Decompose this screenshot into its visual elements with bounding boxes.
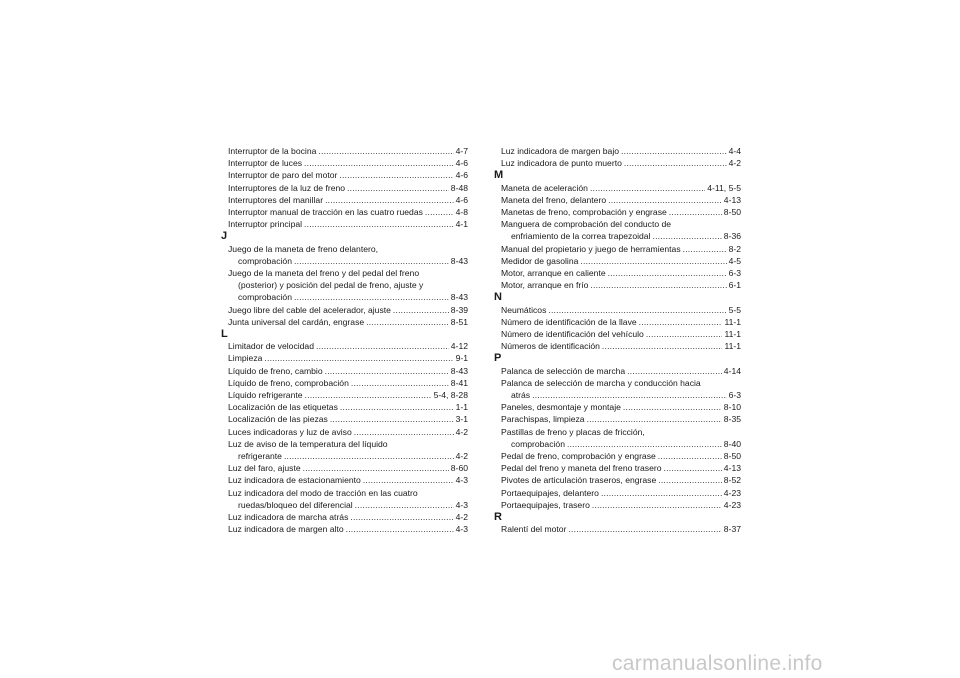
index-entry-page: 8-51 [450, 316, 468, 327]
index-entry-text: Maneta de aceleración [501, 182, 588, 193]
index-entry-page: 11-1 [724, 316, 741, 327]
dot-leader [303, 462, 449, 474]
dot-leader [363, 474, 454, 486]
index-entry [501, 499, 741, 511]
index-entry-page: 8-41 [450, 377, 468, 388]
index-entry [228, 413, 468, 425]
index-entry [501, 523, 741, 535]
index-entry-page: 5-4, 8-28 [433, 390, 468, 401]
index-section-letter: N [494, 291, 502, 304]
index-entry [501, 340, 741, 352]
dot-leader [318, 145, 453, 157]
index-entry-page: 4-23 [723, 499, 741, 510]
index-entry-page: 4-2 [455, 451, 468, 462]
dot-leader [568, 523, 721, 535]
index-entry [228, 206, 468, 218]
dot-leader [587, 413, 722, 425]
index-entry [501, 413, 741, 425]
index-entry-text: Paneles, desmontaje y montaje [501, 402, 621, 413]
dot-leader [608, 267, 727, 279]
dot-leader [393, 304, 449, 316]
index-entry [228, 389, 468, 401]
index-entry [501, 182, 741, 194]
index-entry [501, 243, 741, 255]
dot-leader [601, 487, 722, 499]
index-entry-text: comprobación [238, 292, 292, 303]
index-entry-line: Manguera de comprobación del conducto de [501, 219, 672, 230]
index-entry-page: 4-3 [455, 499, 468, 510]
index-entry [228, 316, 468, 328]
index-entry [501, 487, 741, 499]
index-entry-text: atrás [511, 390, 531, 401]
dot-leader [339, 169, 453, 181]
index-entry-text: Luz indicadora de estacionamiento [228, 475, 361, 486]
index-entry-page: 6-3 [728, 390, 741, 401]
index-entry-text: Interruptor de luces [228, 158, 303, 169]
index-entry-text: Ralentí del motor [501, 524, 567, 535]
index-entry-text: Parachispas, limpieza [501, 414, 585, 425]
index-entry [228, 340, 468, 352]
index-entry-page: 8-50 [723, 451, 741, 462]
dot-leader [425, 206, 454, 218]
index-entry-page: 8-37 [723, 524, 741, 535]
index-entry-page: 4-2 [728, 158, 741, 169]
index-entry [228, 365, 468, 377]
index-entry-page: 6-1 [728, 280, 741, 291]
index-entry-page: 8-40 [723, 438, 741, 449]
index-entry-text: Número de identificación de la llave [501, 316, 637, 327]
index-section-letter: J [221, 230, 228, 243]
index-entry-line: (posterior) y posición del pedal de freno, ajuste y [238, 280, 424, 291]
index-entry [228, 157, 468, 169]
index-entry-text: Motor, arranque en frío [501, 280, 589, 291]
index-entry-text: Interruptor de paro del motor [228, 170, 338, 181]
index-entry [501, 365, 741, 377]
index-entry-text: refrigerante [238, 451, 282, 462]
index-entry-text: Líquido de freno, comprobación [228, 377, 349, 388]
index-entry [228, 304, 468, 316]
index-entry-page: 4-2 [455, 426, 468, 437]
index-section-letter: P [494, 352, 502, 365]
index-entry-page: 8-48 [450, 182, 468, 193]
index-entry [228, 218, 468, 230]
dot-leader [567, 438, 722, 450]
index-entry-text: Líquido de freno, cambio [228, 365, 323, 376]
index-entry-text: Luz indicadora de marcha atrás [228, 512, 349, 523]
dot-leader [623, 401, 722, 413]
index-entry-text: comprobación [511, 438, 565, 449]
dot-leader [658, 474, 722, 486]
index-entry-page: 8-10 [723, 402, 741, 413]
index-entry-page: 4-7 [455, 146, 468, 156]
index-entry-page: 8-50 [723, 207, 741, 218]
index-entry-page: 4-5 [728, 255, 741, 266]
index-entry-text: Números de identificación [501, 341, 600, 352]
index-entry [228, 182, 468, 194]
dot-leader [304, 218, 454, 230]
index-entry [501, 474, 741, 486]
dot-leader [316, 340, 449, 352]
index-entry-text: Portaequipajes, delantero [501, 487, 599, 498]
index-entry-text: Motor, arranque en caliente [501, 268, 606, 279]
index-entry-line: Pastillas de freno y placas de fricción, [501, 426, 645, 437]
index-entry-text: Interruptor principal [228, 219, 303, 230]
watermark-text: carmanualsonline.info [612, 652, 823, 675]
dot-leader [340, 401, 454, 413]
index-entry-page: 8-43 [450, 292, 468, 303]
index-entry-page: 3-1 [455, 414, 468, 425]
dot-leader [294, 291, 449, 303]
index-entry-text: Pivotes de articulación traseros, engrase [501, 475, 657, 486]
index-entry-line: Palanca de selección de marcha y conducción hacia [501, 377, 701, 388]
index-section-letter: R [494, 511, 502, 524]
index-entry-page: 4-14 [723, 365, 741, 376]
index-entry [228, 291, 468, 303]
index-entry [228, 450, 468, 462]
dot-leader [621, 145, 727, 157]
index-entry [228, 474, 468, 486]
dot-leader [669, 206, 722, 218]
index-entry-page: 4-6 [455, 158, 468, 169]
index-entry-page: 5-5 [728, 304, 741, 315]
dot-leader [602, 340, 723, 352]
index-entry-page: 11-1 [724, 329, 741, 340]
index-entry [501, 230, 741, 242]
index-entry-page: 1-1 [455, 402, 468, 413]
index-entry-page: 8-36 [723, 231, 741, 242]
dot-leader [305, 389, 432, 401]
index-entry-page: 4-4 [728, 146, 741, 156]
index-entry-page: 8-52 [723, 475, 741, 486]
dot-leader [683, 243, 727, 255]
index-entry-page: 8-43 [450, 255, 468, 266]
index-entry [228, 145, 468, 157]
index-entry [228, 255, 468, 267]
index-entry-text: Luz indicadora de margen bajo [501, 146, 620, 156]
index-entry-page: 8-43 [450, 365, 468, 376]
dot-leader [658, 450, 722, 462]
index-entry-text: Luces indicadoras y luz de aviso [228, 426, 352, 437]
index-entry-page: 4-6 [455, 170, 468, 181]
index-entry-line: Juego de la maneta de freno delantero, [228, 243, 379, 254]
dot-leader [639, 316, 723, 328]
index-entry-line: Luz indicadora del modo de tracción en las cuatro [228, 487, 418, 498]
index-entry [228, 377, 468, 389]
index-entry [501, 389, 741, 401]
index-entry-page: 4-13 [723, 463, 741, 474]
index-entry [501, 450, 741, 462]
dot-leader [548, 304, 726, 316]
index-entry-page: 4-11, 5-5 [707, 182, 741, 193]
index-entry [501, 255, 741, 267]
index-entry-page: 8-60 [450, 463, 468, 474]
index-entry [228, 462, 468, 474]
index-entry [501, 157, 741, 169]
dot-leader [592, 499, 722, 511]
index-entry-page: 4-3 [455, 524, 468, 535]
index-entry-text: Interruptor manual de tracción en las cuatro ruedas [228, 207, 423, 218]
index-entry-text: Maneta del freno, delantero [501, 194, 607, 205]
index-entry [501, 194, 741, 206]
dot-leader [664, 462, 722, 474]
index-entry-page: 4-8 [455, 207, 468, 218]
index-entry-page: 8-35 [723, 414, 741, 425]
dot-leader [351, 377, 449, 389]
dot-leader [350, 511, 453, 523]
index-entry [501, 438, 741, 450]
index-entry-text: Medidor de gasolina [501, 255, 579, 266]
index-entry [501, 279, 741, 291]
index-column-right [494, 145, 741, 536]
dot-leader [355, 499, 454, 511]
dot-leader [346, 523, 454, 535]
index-entry-page: 4-1 [455, 219, 468, 230]
dot-leader [624, 157, 727, 169]
index-entry-text: Junta universal del cardán, engrase [228, 316, 365, 327]
index-entry-text: Limitador de velocidad [228, 341, 314, 352]
index-entry-page: 4-6 [455, 194, 468, 205]
index-entry [228, 194, 468, 206]
dot-leader [653, 230, 722, 242]
index-entry [501, 145, 741, 157]
dot-leader [284, 450, 454, 462]
dot-leader [294, 255, 449, 267]
dot-leader [590, 182, 705, 194]
index-entry-text: Juego libre del cable del acelerador, ajuste [228, 304, 391, 315]
index-entry-text: Pedal del freno y maneta del freno trasero [501, 463, 662, 474]
dot-leader [608, 194, 722, 206]
index-entry [228, 523, 468, 535]
dot-leader [532, 389, 726, 401]
index-column-left [221, 145, 468, 536]
index-entry-text: Líquido refrigerante [228, 390, 303, 401]
index-entry [228, 169, 468, 181]
index-entry [501, 328, 741, 340]
index-entry-page: 11-1 [724, 341, 741, 352]
index-entry-text: Luz del faro, ajuste [228, 463, 301, 474]
index-entry-text: Interruptores de la luz de freno [228, 182, 346, 193]
index-entry-text: Limpieza [228, 353, 263, 364]
index-entry [501, 462, 741, 474]
dot-leader [330, 413, 454, 425]
index-entry-text: Localización de las piezas [228, 414, 328, 425]
index-entry-text: enfriamiento de la correa trapezoidal [511, 231, 651, 242]
index-entry-text: Número de identificación del vehículo [501, 329, 644, 340]
dot-leader [580, 255, 726, 267]
index-entry [228, 499, 468, 511]
index-entry-text: Neumáticos [501, 304, 547, 315]
index-entry-text: ruedas/bloqueo del diferencial [238, 499, 353, 510]
dot-leader [325, 365, 449, 377]
dot-leader [304, 157, 454, 169]
dot-leader [264, 352, 453, 364]
index-entry-page: 8-2 [728, 243, 741, 254]
index-entry-text: Manetas de freno, comprobación y engrase [501, 207, 667, 218]
dot-leader [627, 365, 722, 377]
index-entry [228, 352, 468, 364]
index-entry-text: Luz indicadora de margen alto [228, 524, 344, 535]
index-entry-page: 4-12 [450, 341, 468, 352]
index-entry [501, 267, 741, 279]
index-entry [501, 316, 741, 328]
dot-leader [354, 426, 454, 438]
index-entry-text: Portaequipajes, trasero [501, 499, 590, 510]
index-entry-page: 4-13 [723, 194, 741, 205]
dot-leader [646, 328, 723, 340]
index-entry-line: Juego de la maneta del freno y del pedal del freno [228, 268, 420, 279]
index-entry-page: 4-23 [723, 487, 741, 498]
index-entry-text: Pedal de freno, comprobación y engrase [501, 451, 656, 462]
dot-leader [590, 279, 726, 291]
index-section-letter: M [494, 169, 504, 182]
index-entry-text: Manual del propietario y juego de herramientas [501, 243, 681, 254]
index-entry [228, 401, 468, 413]
index-entry-page: 6-3 [728, 268, 741, 279]
index-entry [501, 206, 741, 218]
index-entry [501, 304, 741, 316]
index-entry-text: Interruptor de la bocina [228, 146, 317, 156]
index-entry-page: 9-1 [455, 353, 468, 364]
index-entry-text: Palanca de selección de marcha [501, 365, 626, 376]
dot-leader [325, 194, 454, 206]
index-entry-page: 4-3 [455, 475, 468, 486]
index-entry [228, 511, 468, 523]
index-entry-page: 8-39 [450, 304, 468, 315]
index-entry [228, 426, 468, 438]
index-entry-text: Localización de las etiquetas [228, 402, 338, 413]
dot-leader [347, 182, 449, 194]
index-section-letter: L [221, 328, 228, 341]
index-entry-text: Interruptores del manillar [228, 194, 324, 205]
index-entry-page: 4-2 [455, 512, 468, 523]
index-entry-text: Luz indicadora de punto muerto [501, 158, 622, 169]
index-entry [501, 401, 741, 413]
index-entry-text: comprobación [238, 255, 292, 266]
dot-leader [366, 316, 449, 328]
index-entry-line: Luz de aviso de la temperatura del líquido [228, 438, 388, 449]
